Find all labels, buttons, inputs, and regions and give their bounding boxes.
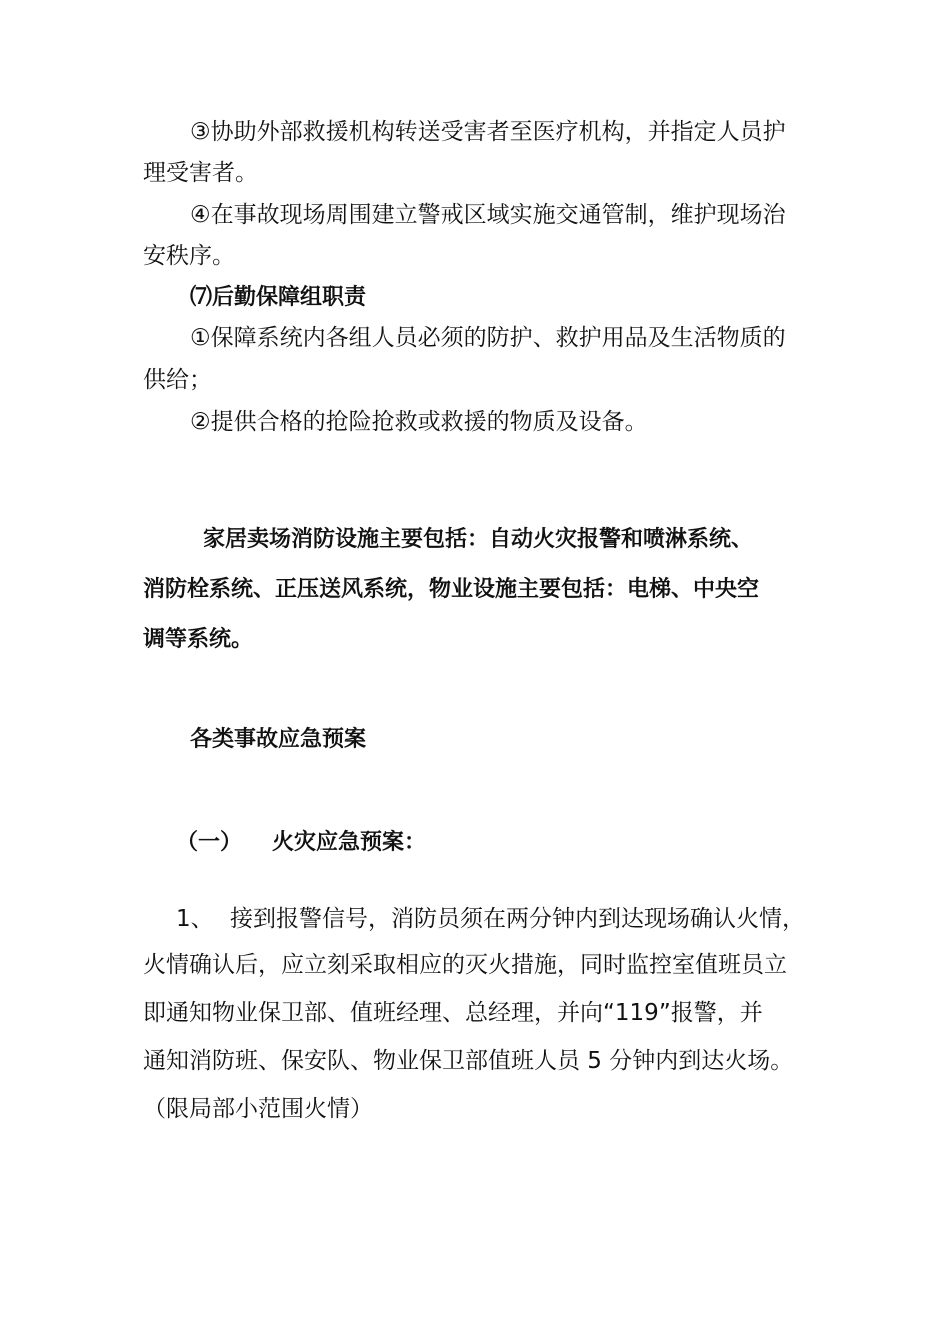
duty-item-3-line-1: ③协助外部救援机构转送受害者至医疗机构，并指定人员护 <box>190 119 786 145</box>
fire-step-1-line-1: 接到报警信号，消防员须在两分钟内到达现场确认火情， <box>230 906 805 932</box>
fire-step-1-line-4: 通知消防班、保安队、物业保卫部值班人员 5 分钟内到达火场。 <box>143 1048 794 1074</box>
duty-item-4-line-1: ④在事故现场周围建立警戒区域实施交通管制，维护现场治 <box>190 202 786 228</box>
fire-step-1-line-5: （限局部小范围火情） <box>143 1096 373 1122</box>
logistics-item-1-line-2: 供给； <box>143 367 212 393</box>
fire-step-1-line-3: 即通知物业保卫部、值班经理、总经理，并向“119”报警，并 <box>143 1000 763 1026</box>
logistics-item-1-line-1: ①保障系统内各组人员必须的防护、救护用品及生活物质的 <box>190 325 786 351</box>
logistics-heading: ⑺后勤保障组职责 <box>190 285 367 310</box>
fire-plan-heading-number: （一） <box>176 830 243 855</box>
fire-plan-heading: 火灾应急预案： <box>272 830 427 855</box>
facilities-line-3: 调等系统。 <box>143 627 254 652</box>
facilities-line-2: 消防栓系统、正压送风系统，物业设施主要包括：电梯、中央空 <box>143 577 760 602</box>
duty-item-4-line-2: 安秩序。 <box>143 243 235 269</box>
duty-item-3-line-2: 理受害者。 <box>143 160 258 186</box>
fire-step-1-line-2: 火情确认后，应立刻采取相应的灭火措施，同时监控室值班员立 <box>143 952 787 978</box>
plans-title: 各类事故应急预案 <box>190 727 367 752</box>
facilities-line-1: 家居卖场消防设施主要包括：自动火灾报警和喷淋系统、 <box>203 527 754 552</box>
fire-step-1-number: 1、 <box>176 906 214 932</box>
logistics-item-2: ②提供合格的抢险抢救或救援的物质及设备。 <box>190 409 648 435</box>
